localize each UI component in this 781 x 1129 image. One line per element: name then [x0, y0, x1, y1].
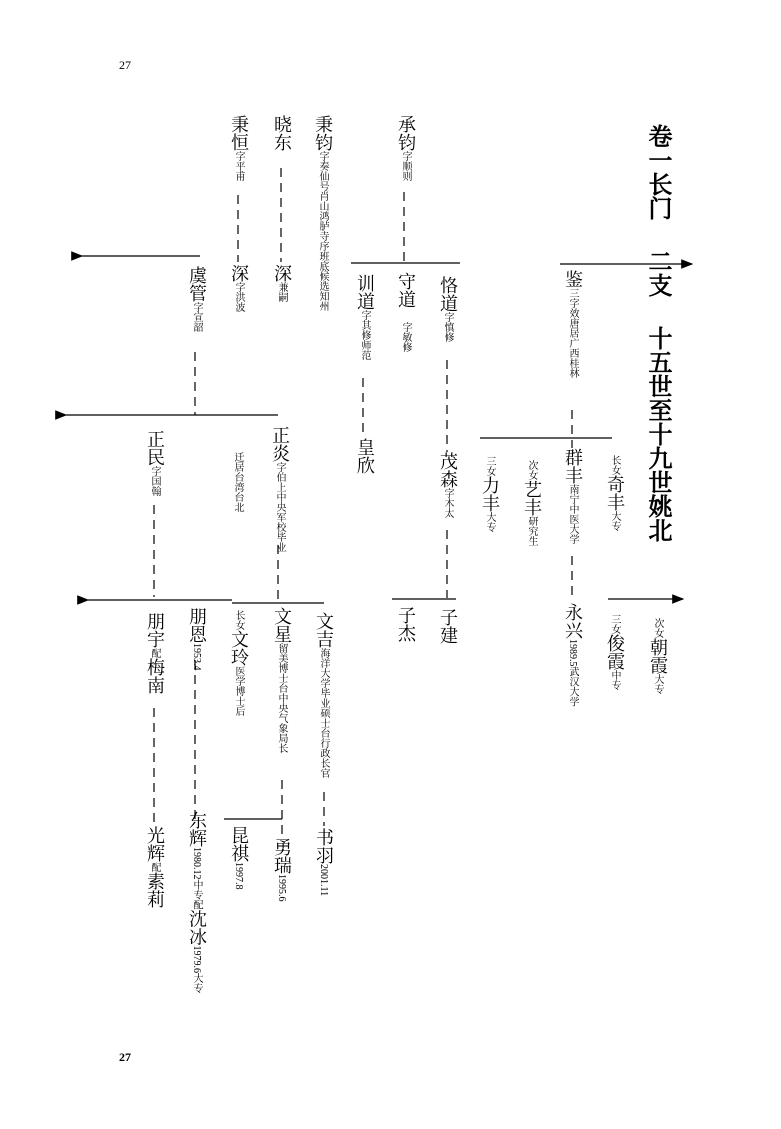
- person-name: 子建: [437, 608, 458, 644]
- person-pengyu: [145, 612, 163, 694]
- person-xiaodong: [272, 115, 290, 151]
- person-name: 承钧: [395, 115, 416, 151]
- person-note-shoudao: 字敏修: [400, 322, 411, 352]
- person-prefix: 三女: [484, 456, 495, 476]
- person-name: 秉钧: [312, 115, 333, 151]
- person-name: 昆祺: [228, 826, 249, 862]
- person-name: 勇瑞: [271, 838, 292, 874]
- person-note: 1953.4: [191, 643, 202, 671]
- person-kunqi: [229, 826, 247, 890]
- person-note: 中专: [609, 670, 620, 690]
- person-bingjun: [313, 115, 331, 311]
- person-name: 恪道: [437, 276, 458, 312]
- person-qunfeng: [563, 448, 581, 544]
- person-note: 1980.12中专配: [191, 847, 202, 910]
- person-name: 正炎: [269, 426, 290, 462]
- person-prefix: 次女: [526, 460, 537, 480]
- person-name: 力丰: [479, 476, 500, 512]
- person-name: 朋宇: [144, 612, 165, 648]
- page-number-bottom: 27: [119, 1050, 131, 1064]
- page-number-top: 27: [119, 58, 131, 72]
- person-note: 研究生: [526, 516, 537, 546]
- person-spouse: 梅南: [144, 658, 165, 694]
- person-shoudao: [396, 272, 414, 308]
- person-shen-jiansi: [272, 264, 290, 302]
- person-huangxin: [355, 438, 373, 474]
- person-name: 秉恒: [228, 115, 249, 151]
- person-spouse: 素莉: [144, 872, 165, 908]
- person-name: 守道: [395, 272, 416, 308]
- person-note: 字伯上中央军校毕业: [274, 462, 285, 552]
- person-note: 字洪波: [233, 282, 244, 312]
- person-note2: 1979.6大专: [191, 945, 202, 993]
- person-note: 字平甫: [233, 151, 244, 181]
- person-note: 字宣韶: [191, 302, 202, 332]
- person-note: 三字效唐居广西桂林: [567, 288, 578, 378]
- person-mid: 配: [149, 862, 160, 872]
- person-name: 永兴: [562, 603, 583, 639]
- person-zhengyan: [270, 426, 288, 552]
- person-name: 文吉: [313, 612, 334, 648]
- person-name: 艺丰: [521, 480, 542, 516]
- person-prefix: 长女: [233, 610, 244, 630]
- person-name: 朝霞: [647, 638, 668, 674]
- person-qifeng: [605, 455, 623, 531]
- person-name: 文玲: [228, 630, 249, 666]
- person-yifeng: [522, 460, 540, 546]
- person-zijie: [396, 606, 414, 642]
- person-name: 子杰: [395, 606, 416, 642]
- person-note: 字慎修: [442, 312, 453, 342]
- person-chengjun: [396, 115, 414, 181]
- person-note: 字国翰: [149, 466, 160, 496]
- person-note: 1995.6: [276, 874, 287, 902]
- person-zijian: [438, 608, 456, 644]
- person-note: 留美博士台中央气象局长: [276, 643, 287, 753]
- person-wenling: [229, 610, 247, 716]
- person-note: 2001.11: [318, 864, 329, 897]
- person-note: 1989.5武汉大学: [567, 639, 578, 707]
- person-bingheng: [229, 115, 247, 181]
- person-donghui: [187, 811, 205, 993]
- person-name: 奇丰: [604, 475, 625, 511]
- note-moved-taipei: 迁居台湾台北: [232, 452, 243, 512]
- person-prefix: 三女: [609, 614, 620, 634]
- person-name: 正民: [144, 430, 165, 466]
- person-zhaoxia: [648, 618, 666, 694]
- person-maosen: [438, 452, 456, 518]
- person-prefix: 次女: [652, 618, 663, 638]
- person-note: 字木太: [442, 488, 453, 518]
- person-name: 朋恩: [186, 607, 207, 643]
- person-note: 海洋大学毕业硕士台行政长官: [318, 648, 329, 778]
- person-shen-hongbo: [229, 264, 247, 312]
- person-name: 鉴: [562, 270, 583, 288]
- person-note: 医学博士后: [233, 666, 244, 716]
- person-xundao: [355, 274, 373, 360]
- person-note: 兼嗣: [276, 282, 287, 302]
- person-pengen: [187, 607, 205, 671]
- person-name: 文星: [271, 607, 292, 643]
- person-wenji: [314, 612, 332, 778]
- person-yongrui: [272, 838, 290, 902]
- person-name: 深: [271, 264, 292, 282]
- person-name: 茂森: [437, 452, 458, 488]
- person-prefix: 长女: [609, 455, 620, 475]
- person-name: 晓东: [271, 115, 292, 151]
- person-note: 字其修师范: [359, 310, 370, 360]
- person-name: 皇欣: [354, 438, 375, 474]
- person-name: 书羽: [313, 828, 334, 864]
- person-name: 训道: [354, 274, 375, 310]
- person-junxia: [605, 614, 623, 690]
- person-name: 俊霞: [604, 634, 625, 670]
- person-note: 大专: [609, 511, 620, 531]
- person-mid: 配: [149, 648, 160, 658]
- person-note: 1997.8: [233, 862, 244, 890]
- person-name: 光辉: [144, 826, 165, 862]
- person-zhengmin: [145, 430, 163, 496]
- person-name: 深: [228, 264, 249, 282]
- person-wenxing: [272, 607, 290, 753]
- person-note: 大专: [484, 512, 495, 532]
- person-name: 虞管: [186, 266, 207, 302]
- person-guanghui: [145, 826, 163, 908]
- person-shuyu: [314, 828, 332, 896]
- person-yuguan: [187, 266, 205, 332]
- person-name: 东辉: [186, 811, 207, 847]
- person-name: 群丰: [562, 448, 583, 484]
- person-note: 大专: [652, 674, 663, 694]
- person-kedao: [438, 276, 456, 342]
- person-note: 字奏仙号肖山鸿胪寺序班底候选知州: [317, 151, 328, 311]
- person-note: 南宁中医大学: [567, 484, 578, 544]
- person-yongxing: [563, 603, 581, 707]
- person-spouse: 沈冰: [186, 909, 207, 946]
- person-jian: [563, 270, 581, 378]
- person-lifeng: [480, 456, 498, 532]
- person-note: 字顺则: [400, 151, 411, 181]
- page-title: 卷一长门 二支 十五世至十九世姚北: [644, 124, 673, 542]
